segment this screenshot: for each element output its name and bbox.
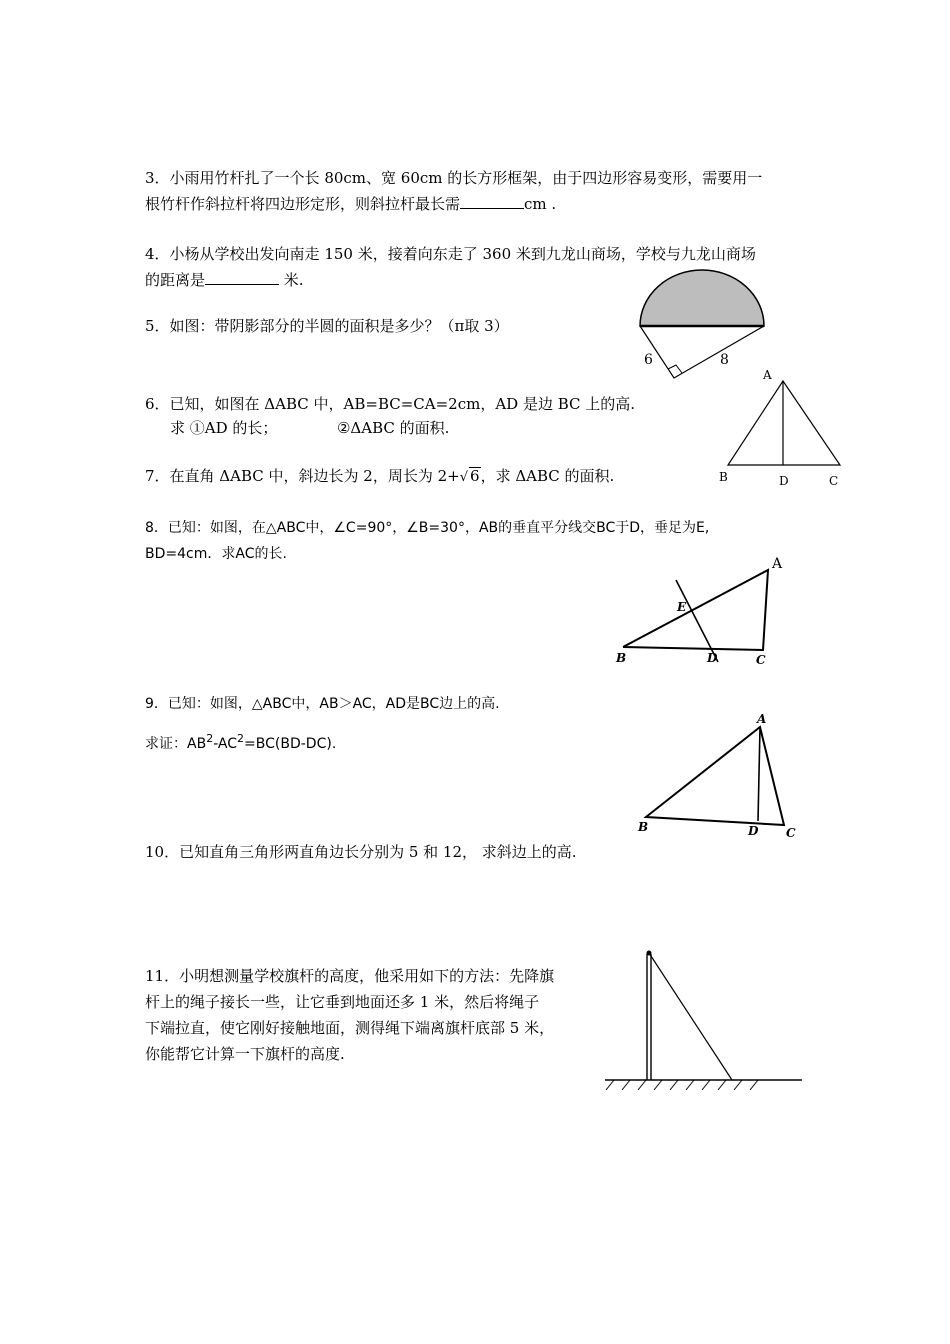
point-e: E [677, 600, 687, 614]
triangle-abc [728, 381, 840, 465]
problem-3-line-2 [145, 194, 556, 214]
vertex-c: C [786, 826, 796, 840]
vertex-a: A [763, 368, 772, 382]
flagpole-figure [600, 940, 810, 1100]
sqrt-radicand: 6 [470, 467, 480, 485]
vertex-a: A [772, 556, 783, 572]
answer-blank-3 [460, 194, 524, 209]
point-d: D [707, 651, 718, 665]
altitude-triangle-figure [630, 705, 810, 845]
equilateral-triangle-figure [715, 365, 850, 490]
exponent-2: 2 [237, 732, 245, 745]
problem-4-unit: 米. [279, 271, 304, 289]
problem-10: 10．已知直角三角形两直角边长分别为 5 和 12， 求斜边上的高. [145, 843, 577, 861]
problem-4-line-1: 4．小杨从学校出发向南走 150 米，接着向东走了 360 米到九龙山商场，学校与九龙山商场 [145, 245, 756, 263]
problem-9-line-1: 9．已知：如图，△ABC中，AB＞AC，AD是BC边上的高. [145, 696, 500, 712]
problem-11-line-3: 下端拉直，使它刚好接触地面，测得绳下端离旗杆底部 5 米， [145, 1019, 555, 1037]
problem-7-text: 7．在直角 ΔABC 中，斜边长为 2，周长为 2+ [145, 467, 460, 485]
problem-7: 7．在直角 ΔABC 中，斜边长为 2，周长为 2+√ 6，求 ΔABC 的面积. [145, 467, 615, 485]
triangle-abc [646, 727, 784, 825]
problem-7-question: ，求 ΔABC 的面积. [480, 467, 615, 485]
triangle-abc [623, 570, 768, 650]
vertex-a: A [757, 712, 767, 726]
point-d: D [779, 474, 789, 488]
problem-6-line-2 [170, 418, 449, 438]
proof-text-c: =BC(BD-DC). [244, 736, 337, 752]
problem-3-text: 根竹杆作斜拉杆将四边形定形，则斜拉杆最长需 [145, 195, 461, 213]
ground-hatching [606, 1080, 758, 1090]
proof-text-a: 求证：AB [145, 736, 207, 752]
perpendicular-bisector-figure [610, 550, 790, 678]
problem-11-line-2: 杆上的绳子接长一些，让它垂到地面还多 1 米，然后将绳子 [145, 993, 540, 1011]
answer-blank-4 [205, 270, 279, 285]
label-8: 8 [720, 352, 729, 368]
label-6: 6 [644, 352, 653, 368]
problem-4-line-2 [145, 270, 304, 290]
rope [649, 953, 732, 1080]
problem-4-text: 的距离是 [145, 271, 206, 289]
problem-8-line-2: BD=4cm．求AC的长. [145, 546, 287, 562]
problem-6-line-1: 6．已知，如图在 ΔABC 中，AB=BC=CA=2cm，AD 是边 BC 上的高. [145, 395, 636, 413]
vertex-c: C [829, 474, 839, 488]
problem-8-line-1: 8．已知：如图，在△ABC中，∠C=90°，∠B=30°，AB的垂直平分线交BC于D，垂足为E, [145, 520, 710, 536]
point-d: D [748, 824, 759, 838]
vertex-b: B [719, 470, 728, 484]
problem-3-line-1: 3．小雨用竹杆扎了一个长 80cm、宽 60cm 的长方形框架，由于四边形容易变形，需要用一 [145, 169, 763, 187]
exponent-1: 2 [206, 732, 214, 745]
problem-5: 5．如图：带阴影部分的半圆的面积是多少？（π取 3） [145, 317, 509, 335]
problem-3-unit: cm . [524, 195, 557, 213]
vertex-b: B [616, 651, 627, 665]
problem-6-part-1: 求 ①AD 的长； [170, 419, 278, 437]
problem-11-line-4: 你能帮它计算一下旗杆的高度. [145, 1045, 345, 1063]
vertex-b: B [638, 820, 649, 834]
vertex-c: C [756, 653, 766, 667]
problem-6-part-2: ②ΔABC 的面积. [336, 419, 450, 437]
perpendicular-bisector [676, 580, 718, 662]
problem-11-line-1: 11．小明想测量学校旗杆的高度，他采用如下的方法：先降旗 [145, 967, 555, 985]
shaded-semicircle [640, 270, 764, 326]
problem-9-proof [145, 734, 336, 755]
proof-text-b: -AC [213, 736, 238, 752]
altitude-ad [758, 727, 760, 821]
